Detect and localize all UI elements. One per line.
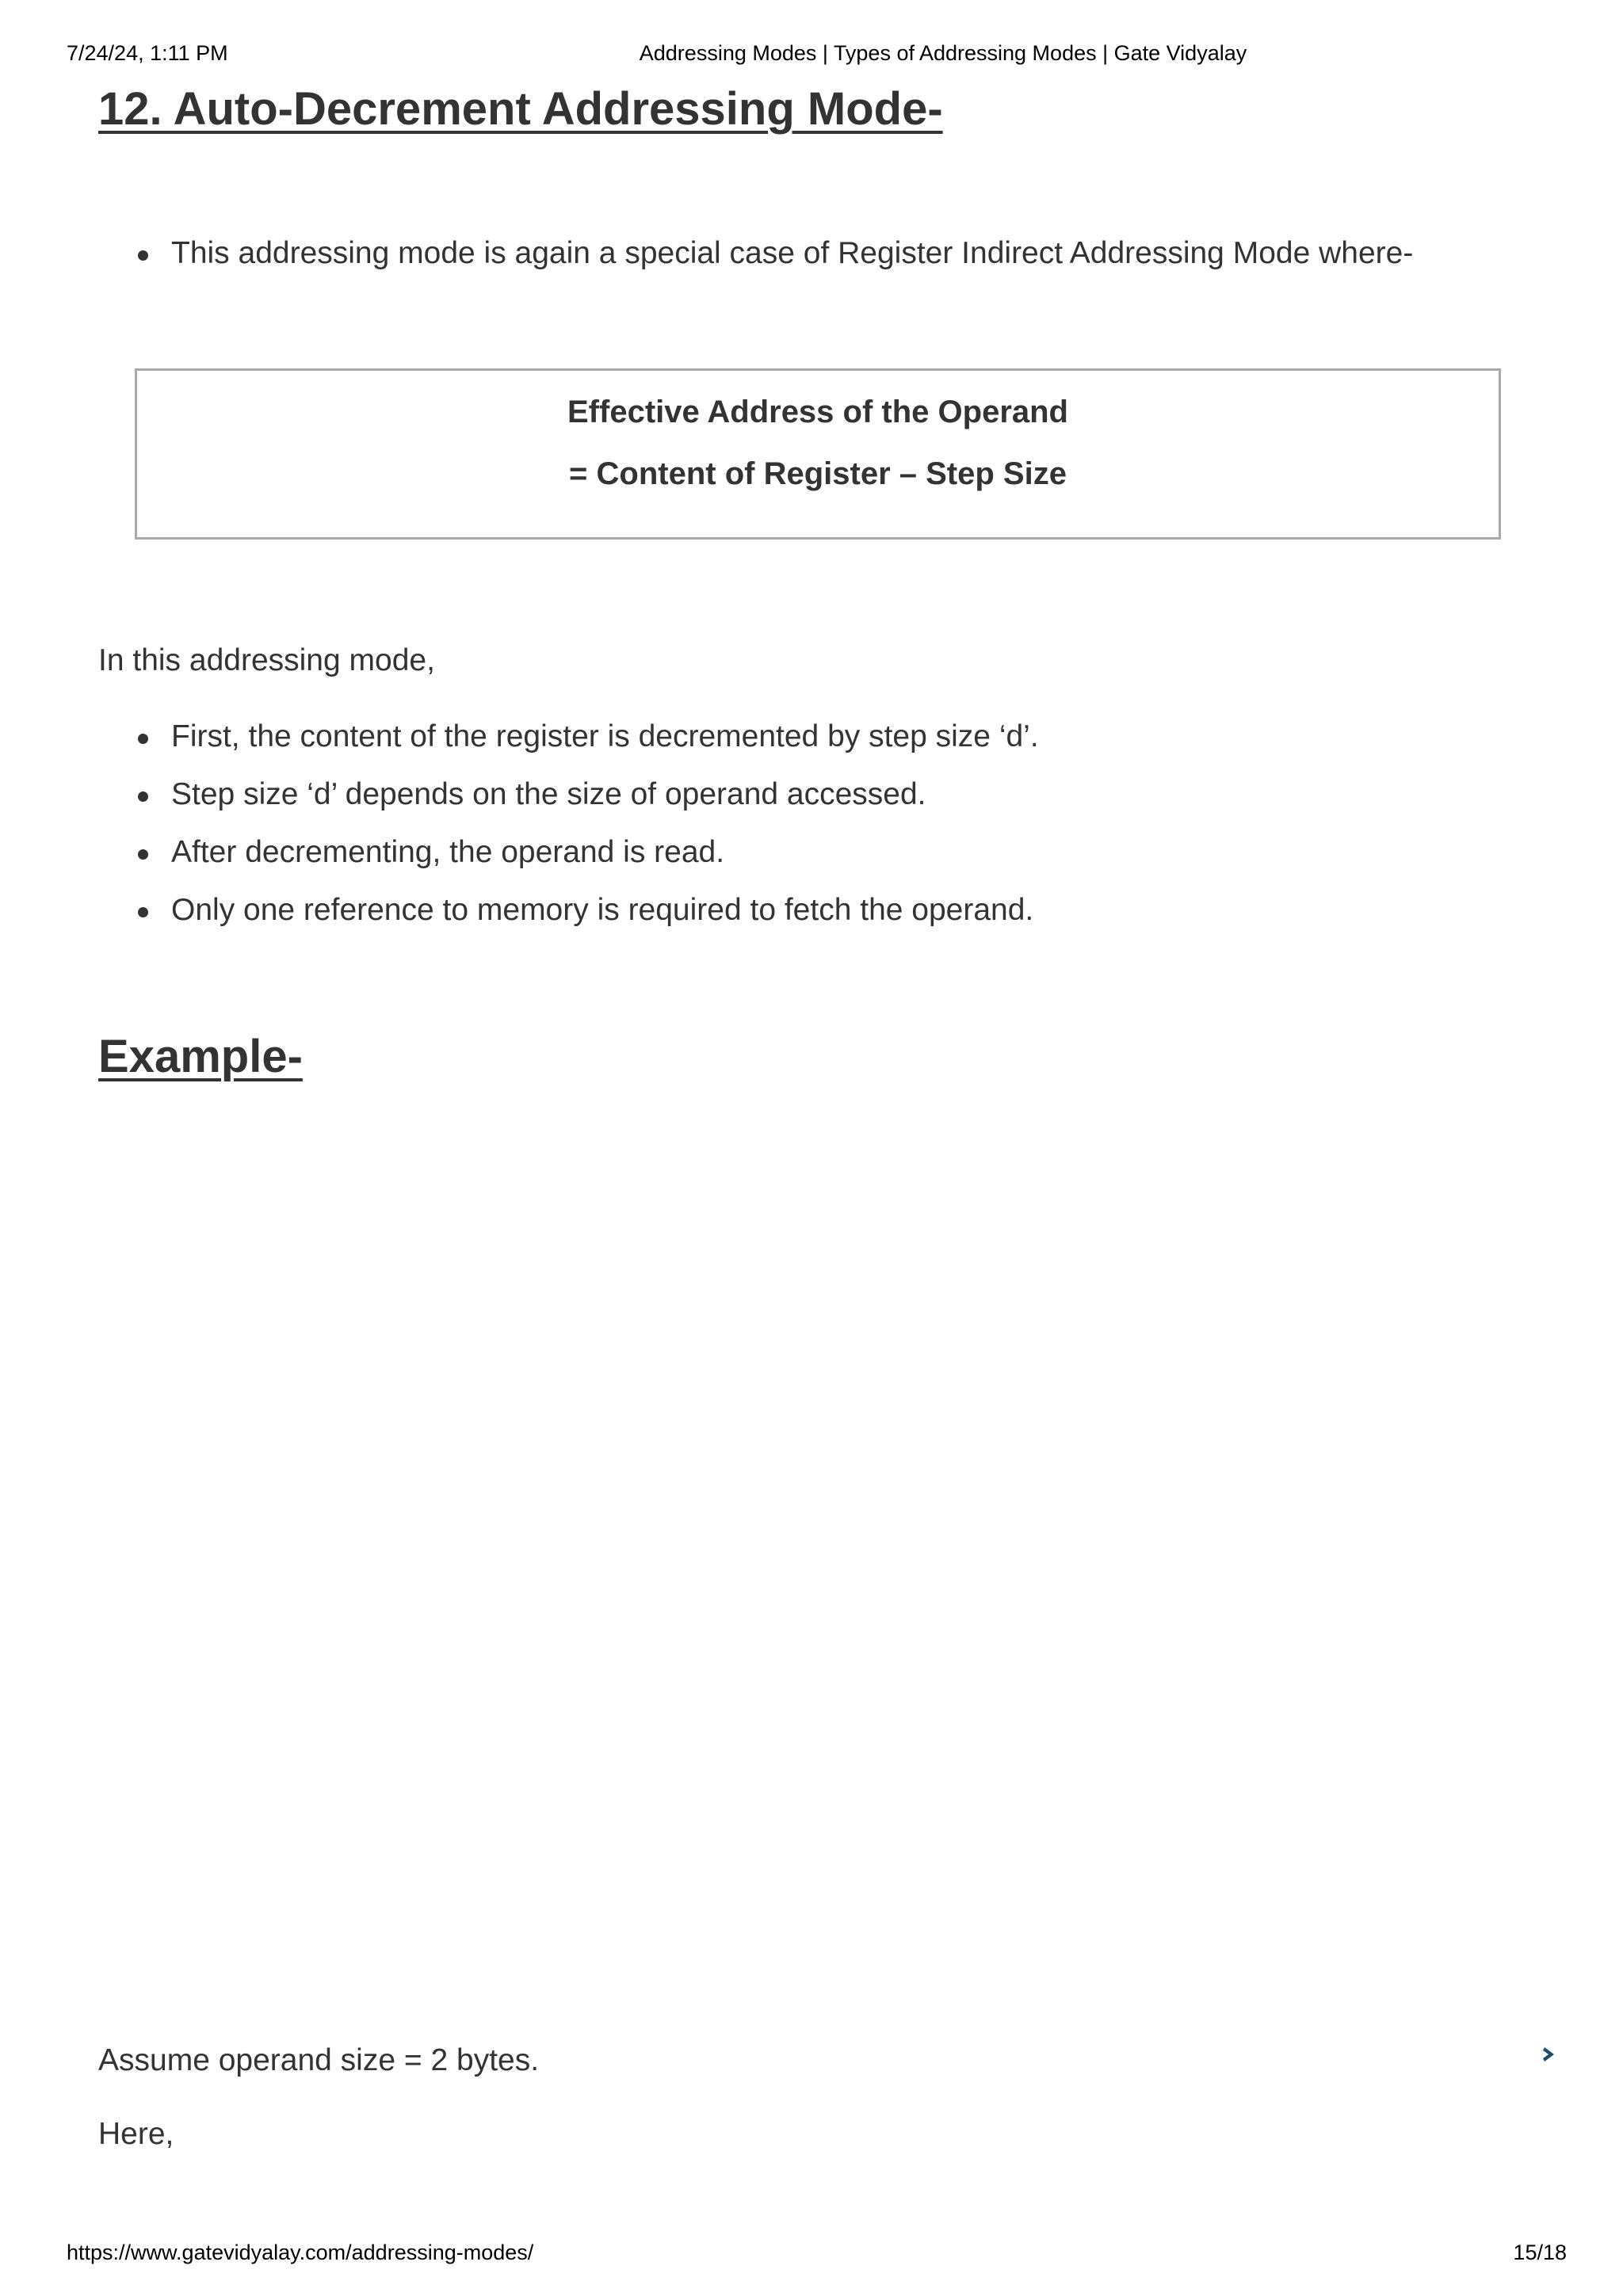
formula-box	[135, 368, 1501, 540]
steps-bullet-list	[98, 718, 1039, 949]
print-page-title: Addressing Modes | Types of Addressing Modes | Gate Vidyalay	[639, 41, 1247, 65]
list-item: Only one reference to memory is required to fetch the operand.	[98, 891, 1039, 949]
section-title: 12. Auto-Decrement Addressing Mode-	[98, 83, 943, 135]
intro-bullet-list	[98, 235, 1413, 292]
formula-line: Effective Address of the Operand	[567, 395, 1068, 429]
list-item: After decrementing, the operand is read.	[98, 833, 1039, 891]
intro-paragraph: In this addressing mode,	[98, 643, 435, 677]
print-header	[0, 41, 1623, 73]
formula-line: = Content of Register – Step Size	[569, 456, 1067, 491]
list-item: First, the content of the register is decremented by step size ‘d’.	[98, 718, 1039, 776]
list-item: Step size ‘d’ depends on the size of operand accessed.	[98, 776, 1039, 833]
print-page-number: 15/18	[1513, 2241, 1567, 2264]
list-item: This addressing mode is again a special case of Register Indirect Addressing Mode where-	[98, 235, 1413, 292]
chevron-right-icon[interactable]	[1541, 2042, 1560, 2066]
assume-text: Assume operand size = 2 bytes.	[98, 2043, 540, 2077]
here-text: Here,	[98, 2117, 174, 2151]
example-title: Example-	[98, 1031, 303, 1082]
print-footer	[0, 2241, 1623, 2272]
print-datetime: 7/24/24, 1:11 PM	[67, 41, 228, 65]
print-url: https://www.gatevidyalay.com/addressing-modes/	[67, 2241, 534, 2264]
example-figure-area	[98, 1109, 1525, 2004]
